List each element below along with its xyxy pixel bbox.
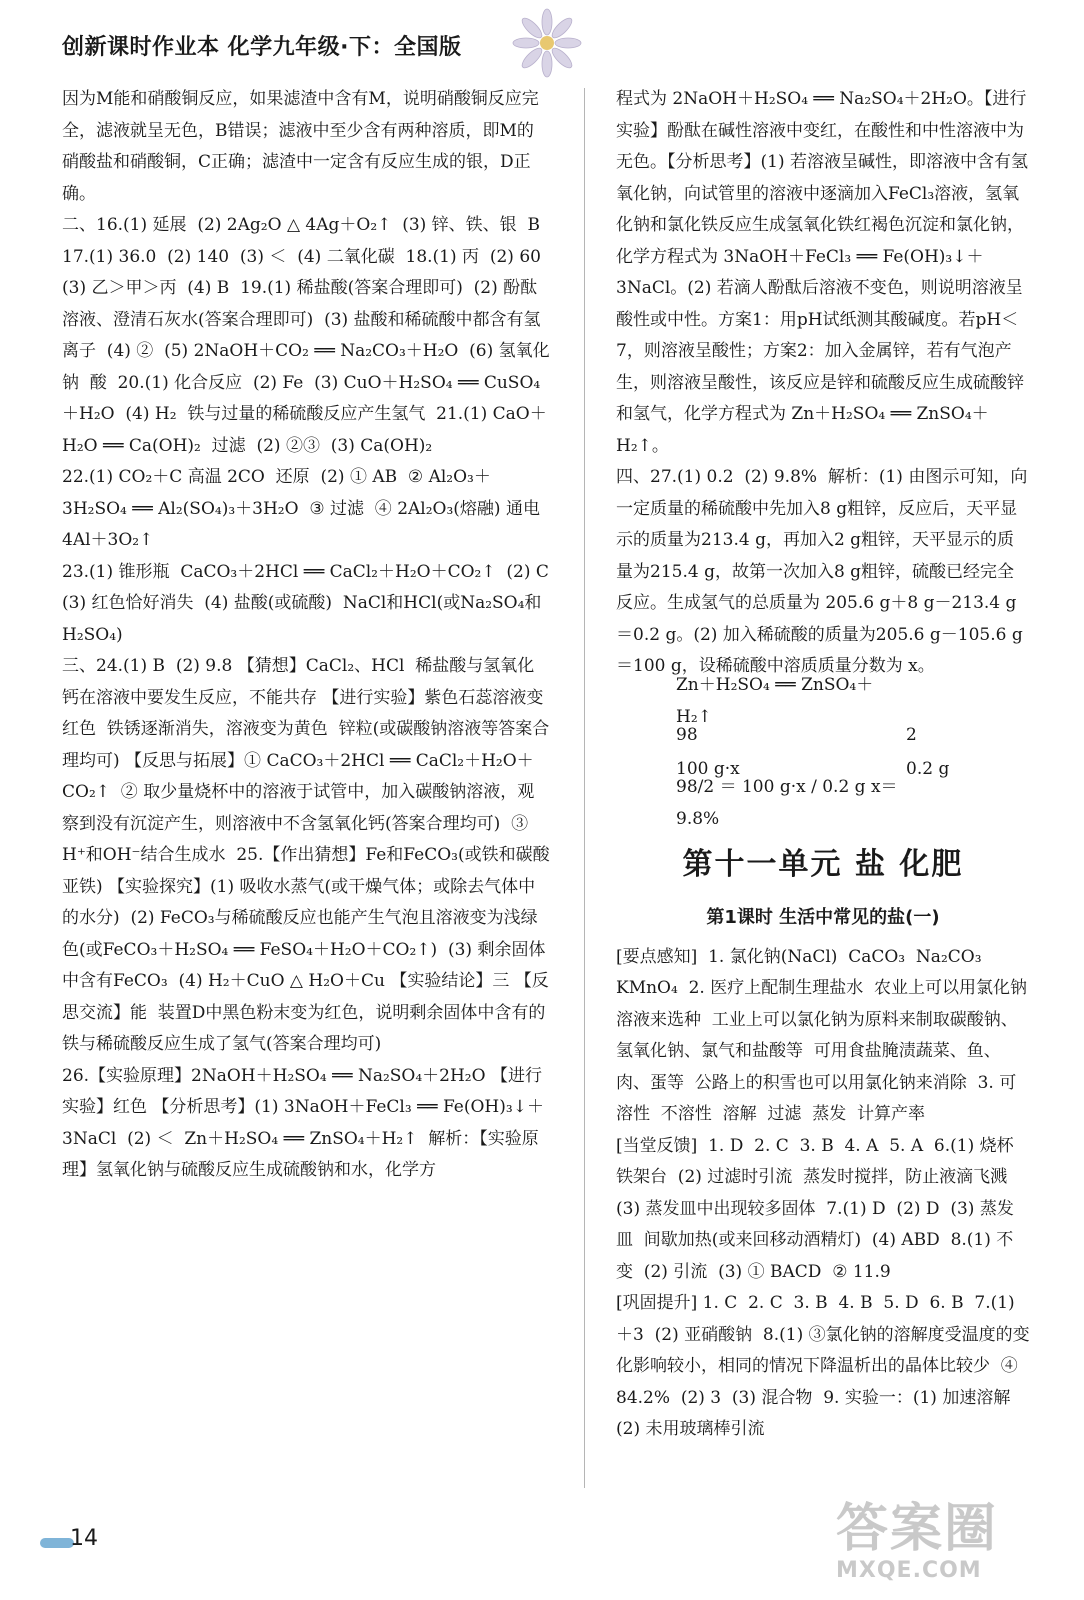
actual-mass-zn: 100 g·x [676, 758, 740, 779]
answer-paragraph: 二、16.(1) 延展 (2) 2Ag₂O △ 4Ag＋O₂↑ (3) 锌、铁、银 B 17.(1) 36.0 (2) 140 (3) ＜ (4) 二氧化碳 18.(1) 丙 (2) 60 (3) 乙＞甲＞丙 (4) B 19.(1) 稀盐酸(答案合理即可) (2) 酚酞溶液、澄清石灰水(答案合理即可) (3) 盐酸和稀硫酸中都含有氢离子 (4) ② (5) 2NaOH＋CO₂ ══ Na₂CO₃＋H₂O (6) 氢氧化钠 酸 20.(1) 化合反应 (2) Fe (3) CuO＋H₂SO₄ ══ CuSO₄＋H₂O (4) H₂ 铁与过量的稀硫酸反应产生氢气 21.(1) CaO＋H₂O ══ Ca(OH)₂ 过滤 (2) ②③ (3) Ca(OH)₂ [62, 215, 552, 456]
mass-ratio-zn: 98 [676, 724, 698, 745]
proportion-result: 98/2 ＝ 100 g·x / 0.2 g x＝9.8% [676, 777, 898, 829]
answer-paragraph: [当堂反馈] 1. D 2. C 3. B 4. A 5. A 6.(1) 烧杯 铁架台 (2) 过滤时引流 蒸发时搅拌，防止液滴飞溅 (3) 蒸发皿中出现较多固体 7.(1) D (2) D (3) 蒸发皿 间歇加热(或来回移动酒精灯) (4) ABD 8.(1) 不变 (2) 引流 (3) ① BACD ② 11.9 [616, 1135, 1025, 1282]
column-divider [584, 88, 585, 1488]
chapter-title: 第十一单元 盐 化肥 [682, 846, 964, 882]
answer-paragraph: 22.(1) CO₂＋C 高温 2CO 还原 (2) ① AB ② Al₂O₃＋3H₂SO₄ ══ Al₂(SO₄)₃＋3H₂O ③ 过滤 ④ 2Al₂O₃(熔融) 通电 4Al＋3O₂↑ [62, 467, 546, 550]
answer-paragraph: 26.【实验原理】2NaOH＋H₂SO₄ ══ Na₂SO₄＋2H₂O 【进行实验】红色 【分析思考】(1) 3NaOH＋FeCl₃ ══ Fe(OH)₃↓＋3NaCl (2) ＜ Zn＋H₂SO₄ ══ ZnSO₄＋H₂↑ 解析：【实验原理】氢氧化钠与硫酸反应生成硫酸钠和水，化学方 [62, 1065, 544, 1180]
flower-decoration-icon [512, 8, 582, 78]
answer-paragraph: 四、27.(1) 0.2 (2) 9.8% 解析：(1) 由图示可知，向一定质量的稀硫酸中先加入8 g粗锌，反应后，天平显示的质量为213.4 g，再加入2 g粗锌，天平显示的质量为215.4 g，故第一次加入8 g粗锌，硫酸已经完全反应。生成氢气的总质量为 205.6 g＋8 g－213.4 g＝0.2 g。(2) 加入稀硫酸的质量为205.6 g－105.6 g＝100 g，设稀硫酸中溶质质量分数为 x。 [616, 467, 1028, 676]
answer-paragraph: 因为M能和硝酸铜反应，如果滤渣中含有M，说明硝酸铜反应完全，滤液就呈无色，B错误；滤液中至少含有两种溶质，即M的硝酸盐和硝酸铜，C正确；滤渣中一定含有反应生成的银，D正确。 [62, 89, 539, 204]
calculation-block [616, 675, 1030, 829]
page-header [62, 30, 582, 74]
page-number: 14 [70, 1526, 98, 1551]
lesson-title: 第1课时 生活中常见的盐(一) [706, 907, 940, 928]
book-title: 创新课时作业本 化学九年级·下：全国版 [62, 35, 462, 60]
left-column [62, 84, 560, 1187]
page-marker-icon [40, 1538, 74, 1548]
watermark-text: 答案圈 [836, 1499, 999, 1559]
answer-paragraph: 23.(1) 锥形瓶 CaCO₃＋2HCl ══ CaCl₂＋H₂O＋CO₂↑ (2) C (3) 红色恰好消失 (4) 盐酸(或硫酸) NaCl和HCl(或Na₂SO₄和H₂SO₄) [62, 561, 560, 645]
chemical-equation: Zn＋H₂SO₄ ══ ZnSO₄＋H₂↑ [676, 675, 874, 727]
right-column [616, 84, 1030, 1446]
watermark-logo [836, 1500, 1036, 1586]
answer-paragraph: 程式为 2NaOH＋H₂SO₄ ══ Na₂SO₄＋2H₂O。【进行实验】酚酞在碱性溶液中变红，在酸性和中性溶液中为无色。【分析思考】(1) 若溶液呈碱性，即溶液中含有氢氧化钠，向试管里的溶液中逐滴加入FeCl₃溶液，氢氧化钠和氯化铁反应生成氢氧化铁红褐色沉淀和氯化钠，化学方程式为 3NaOH＋FeCl₃ ══ Fe(OH)₃↓＋3NaCl。(2) 若滴人酚酞后溶液不变色，则说明溶液呈酸性或中性。方案1：用pH试纸测其酸碱度。若pH＜7，则溶液呈酸性；方案2：加入金属锌，若有气泡产生，则溶液呈酸性，该反应是锌和硫酸反应生成硫酸锌和氢气，化学方程式为 Zn＋H₂SO₄ ══ ZnSO₄＋H₂↑。 [616, 89, 1028, 456]
answer-paragraph: [巩固提升] 1. C 2. C 3. B 4. B 5. D 6. B 7.(1) ＋3 (2) 亚硝酸钠 8.(1) ③氯化钠的溶解度受温度的变化影响较小，相同的情况下降温析出的晶体比较少 ④ 84.2% (2) 3 (3) 混合物 9. 实验一：(1) 加速溶解 (2) 未用玻璃棒引流 [616, 1293, 1030, 1439]
answer-paragraph: 三、24.(1) B (2) 9.8 【猜想】CaCl₂、HCl 稀盐酸与氢氧化钙在溶液中要发生反应，不能共存 【进行实验】紫色石蕊溶液变红色 铁锈逐渐消失，溶液变为黄色 锌粒(或碳酸钠溶液等答案合理均可) 【反思与拓展】① CaCO₃＋2HCl ══ CaCl₂＋H₂O＋CO₂↑ ② 取少量烧杯中的溶液于试管中，加入碳酸钠溶液，观察到没有沉淀产生，则溶液中不含氢氧化钙(答案合理均可) ③ H⁺和OH⁻结合生成水 25.【作出猜想】Fe和FeCO₃(或铁和碳酸亚铁) 【实验探究】(1) 吸收水蒸气(或干燥气体；或除去气体中的水分) (2) FeCO₃与稀硫酸反应也能产生气泡且溶液变为浅绿色(或FeCO₃＋H₂SO₄ ══ FeSO₄＋H₂O＋CO₂↑) (3) 剩余固体中含有FeCO₃ (4) H₂＋CuO △ H₂O＋Cu 【实验结论】三 【反思交流】能 装置D中黑色粉末变为红色，说明剩余固体中含有的铁与稀硫酸反应生成了氢气(答案合理均可) [62, 656, 550, 1054]
actual-mass-h2: 0.2 g [906, 758, 950, 779]
mass-ratio-h2: 2 [906, 724, 917, 745]
watermark-url: MXQE.COM [836, 1558, 982, 1583]
answer-paragraph: [要点感知] 1. 氯化钠(NaCl) CaCO₃ Na₂CO₃ KMnO₄ 2. 医疗上配制生理盐水 农业上可以用氯化钠溶液来选种 工业上可以氯化钠为原料来制取碳酸钠、氢氧化钠、氯气和盐酸等 可用食盐腌渍蔬菜、鱼、肉、蛋等 公路上的积雪也可以用氯化钠来消除 3. 可溶性 不溶性 溶解 过滤 蒸发 计算产率 [616, 946, 1028, 1124]
